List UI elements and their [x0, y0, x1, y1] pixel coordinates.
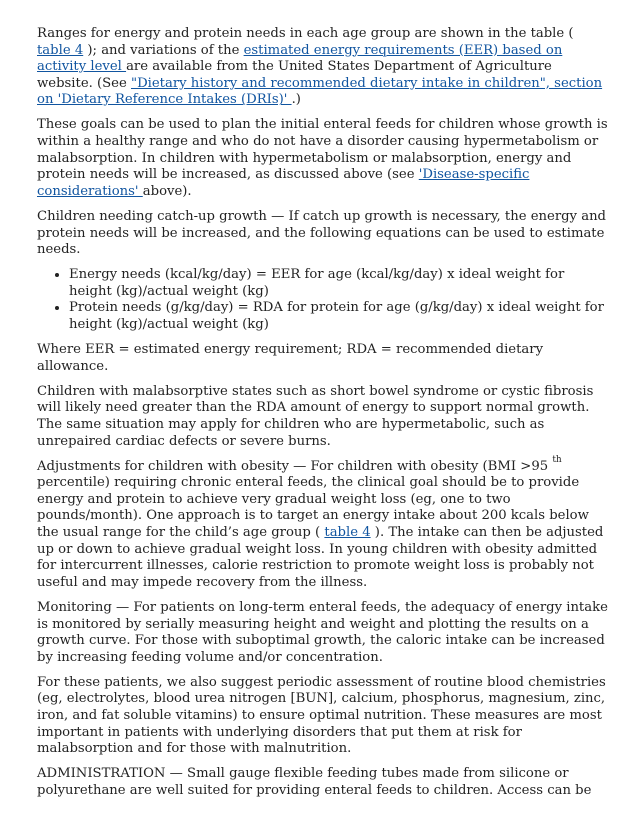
disease-specific-considerations-link[interactable]: 'Disease-specific considerations' [37, 167, 530, 199]
equation-list [37, 267, 609, 333]
list-item-protein-needs: • Protein needs (g/kg/day) = RDA for protein for age (g/kg/day) x ideal weight for height (kg)/actual weight (kg) [69, 300, 609, 333]
document-body [37, 26, 609, 808]
paragraph-administration [37, 766, 609, 799]
table-4-link[interactable]: table 4 [324, 525, 371, 541]
paragraph-obesity-adjustments [37, 455, 609, 592]
text: Where EER = estimated energy requirement; RDA = recommended dietary allowance. [37, 342, 544, 374]
paragraph-malabsorptive-states [37, 384, 609, 450]
paragraph-catch-up-growth [37, 209, 609, 259]
text: Ranges for energy and protein needs in each age group are shown in the table ( [37, 26, 574, 41]
paragraph-blood-chemistries [37, 675, 609, 758]
text: Children needing catch-up growth — If catch up growth is necessary, the energy and protein needs will be increased, and the following equations can be used to estimate needs. [37, 208, 606, 258]
dietary-reference-intakes-link[interactable]: "Dietary history and recommended dietary intake in children", section on 'Dietary Reference Intakes (DRIs)' [37, 75, 603, 108]
paragraph-monitoring [37, 600, 609, 666]
text: ); and variations of the [83, 42, 244, 58]
text: above). [142, 183, 192, 199]
text: Monitoring — For patients on long-term enteral feeds, the adequacy of energy intake is monitored by serially measuring height and weight and plotting the results on a growth curve. For those with suboptimal growth, the caloric intake can be increased by increasing feeding volume and/or concentration. [37, 599, 608, 665]
text: For these patients, we also suggest periodic assessment of routine blood chemistries (eg, electrolytes, blood urea nitrogen [BUN], calcium, phosphorus, magnesium, zinc, iron, and fat soluble vitamins) to ensure optimal nutrition. These measures are most important in patients with underlying disorders that put them at risk for malabsorption and for those with malnutrition. [37, 674, 606, 757]
text: are available from the United States Department of Agriculture website. (See [37, 59, 552, 91]
paragraph-abbreviations [37, 342, 609, 375]
text: These goals can be used to plan the initial enteral feeds for children whose growth is within a healthy range and who do not have a disorder causing hypermetabolism or malabsorption. In children with hypermetabolism or malabsorption, energy and protein needs will be increased, as discussed above (see [37, 117, 608, 183]
text: percentile) requiring chronic enteral feeds, the clinical goal should be to provide energy and protein to achieve very gradual weight loss (eg, one to two pounds/month). One approach is to target an energy intake about 200 kcals below the usual range for the child’s age group ( [37, 475, 589, 541]
superscript: th [552, 455, 562, 466]
text: .) [291, 92, 301, 108]
text: Children with malabsorptive states such as short bowel syndrome or cystic fibrosis will likely need greater than the RDA amount of energy to support normal growth. The same situation may apply for children who are hypermetabolic, such as unrepaired cardiac defects or severe burns. [37, 383, 594, 449]
eer-activity-level-link[interactable]: estimated energy requirements (EER) based on activity level [37, 42, 563, 75]
table-4-link[interactable]: table 4 [37, 42, 84, 58]
text: ADMINISTRATION — Small gauge flexible feeding tubes made from silicone or polyurethane are well suited for providing enteral feeds to children. Access can be [37, 766, 592, 798]
paragraph-energy-protein-ranges [37, 26, 609, 109]
list-item-energy-needs: • Energy needs (kcal/kg/day) = EER for age (kcal/kg/day) x ideal weight for height (kg)/actual weight (kg) [69, 267, 609, 300]
text: Adjustments for children with obesity — For children with obesity (BMI >95 [37, 458, 553, 474]
paragraph-initial-feeds [37, 117, 609, 200]
text: ). The intake can then be adjusted up or down to achieve gradual weight loss. In young children with obesity admitted for intercurrent illnesses, calorie restriction to promote weight loss is probably not useful and may impede recovery from the illness. [37, 525, 604, 590]
